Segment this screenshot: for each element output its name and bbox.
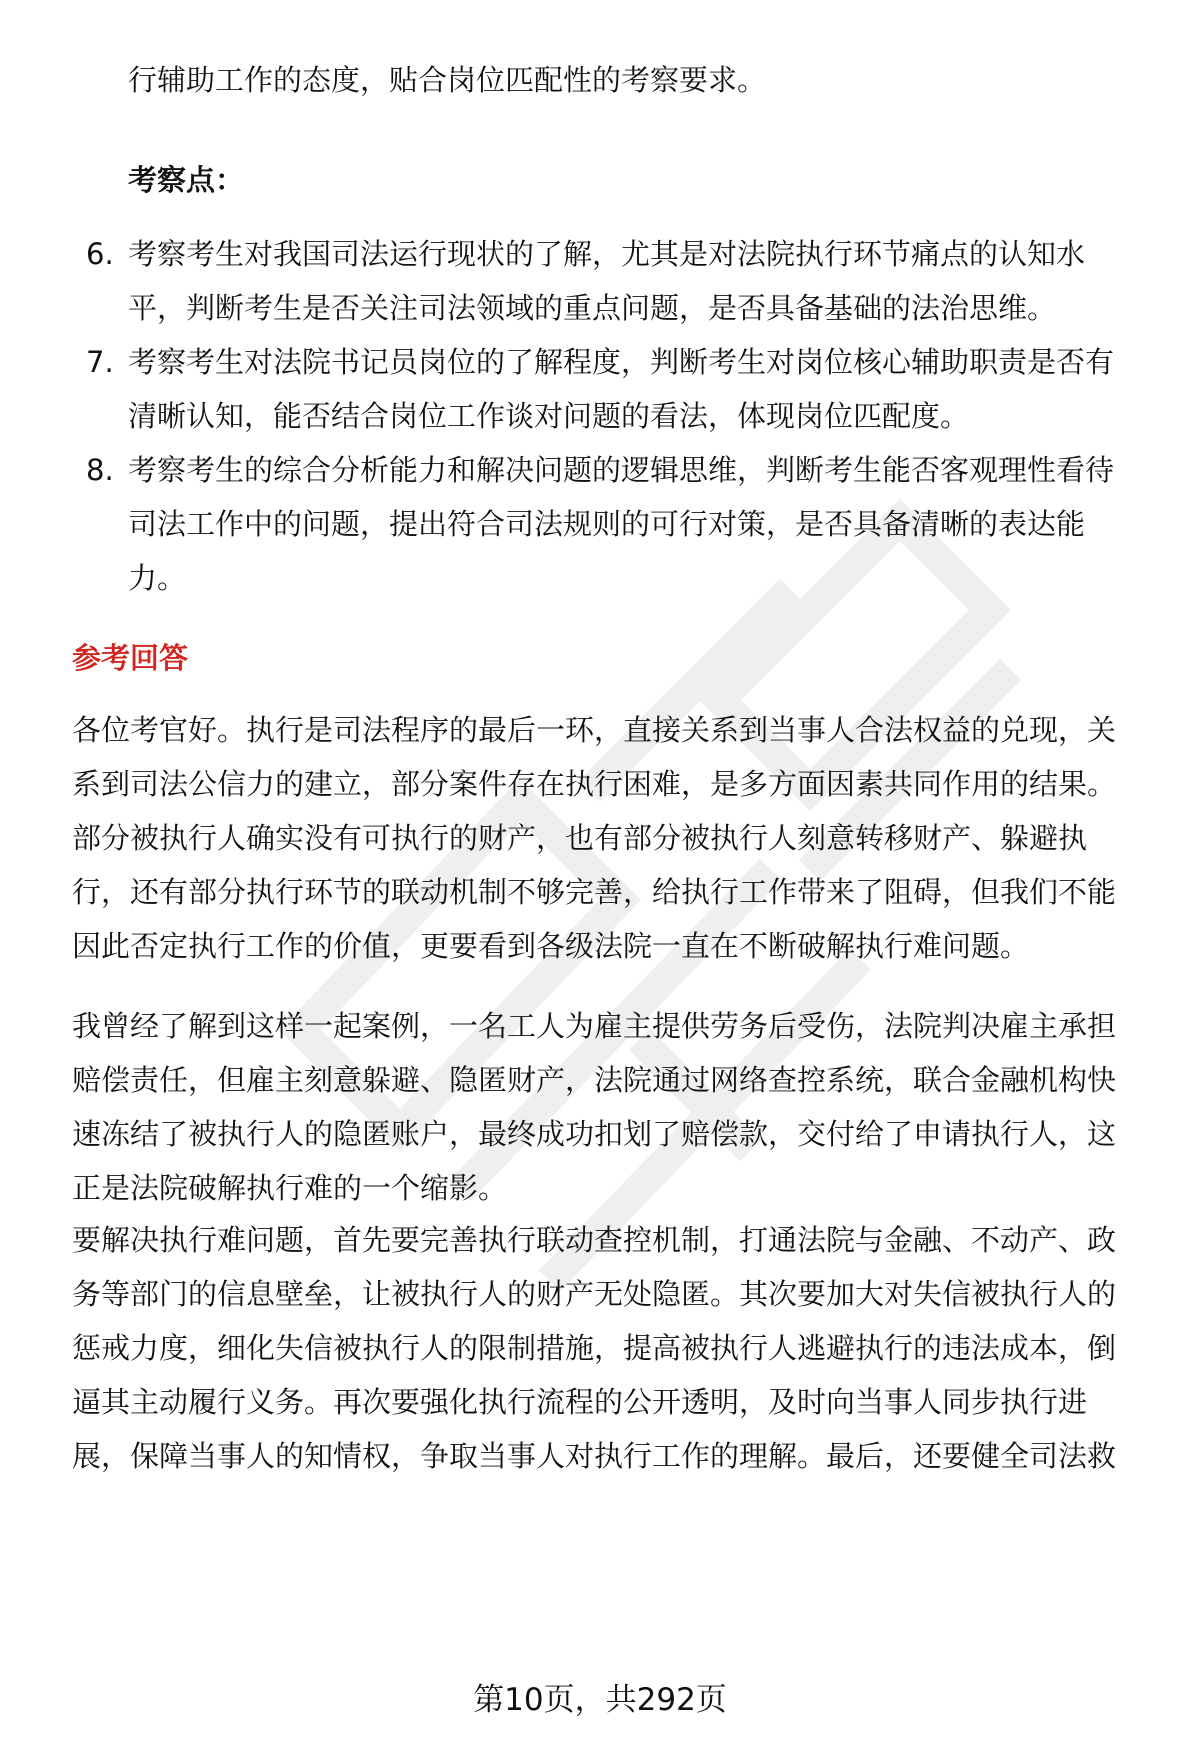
paragraph-line: 展，保障当事人的知情权，争取当事人对执行工作的理解。最后，还要健全司法救 (72, 1439, 1117, 1473)
answer-heading: 参考回答 (72, 641, 189, 675)
list-item-number: 6. (86, 237, 114, 271)
paragraph-line: 务等部门的信息壁垒，让被执行人的财产无处隐匿。其次要加大对失信被执行人的 (72, 1277, 1117, 1311)
list-item-number: 8. (86, 453, 114, 487)
list-item-line: 考察考生的综合分析能力和解决问题的逻辑思维，判断考生能否客观理性看待 (128, 453, 1115, 487)
paragraph-line: 部分被执行人确实没有可执行的财产，也有部分被执行人刻意转移财产、躲避执 (72, 821, 1088, 855)
list-item-line: 清晰认知，能否结合岗位工作谈对问题的看法，体现岗位匹配度。 (128, 399, 970, 433)
paragraph-line: 赔偿责任，但雇主刻意躲避、隐匿财产，法院通过网络查控系统，联合金融机构快 (72, 1063, 1117, 1097)
paragraph-line: 正是法院破解执行难的一个缩影。 (72, 1171, 508, 1205)
paragraph-line: 惩戒力度，细化失信被执行人的限制措施，提高被执行人逃避执行的违法成本，倒 (72, 1331, 1117, 1365)
paragraph-line: 各位考官好。执行是司法程序的最后一环，直接关系到当事人合法权益的兑现，关 (72, 713, 1117, 747)
paragraph-line: 要解决执行难问题，首先要完善执行联动查控机制，打通法院与金融、不动产、政 (72, 1223, 1117, 1257)
list-item-line: 考察考生对法院书记员岗位的了解程度，判断考生对岗位核心辅助职责是否有 (128, 345, 1115, 379)
paragraph-line: 行，还有部分执行环节的联动机制不够完善，给执行工作带来了阻碍，但我们不能 (72, 875, 1117, 909)
paragraph-line: 我曾经了解到这样一起案例，一名工人为雇主提供劳务后受伤，法院判决雇主承担 (72, 1009, 1117, 1043)
paragraph-line: 系到司法公信力的建立，部分案件存在执行困难，是多方面因素共同作用的结果。 (72, 767, 1117, 801)
page-footer: 第10页，共292页 (473, 1682, 727, 1718)
list-item-number: 7. (86, 345, 114, 379)
list-item-line: 力。 (128, 561, 187, 595)
paragraph-line: 逼其主动履行义务。再次要强化执行流程的公开透明，及时向当事人同步执行进 (72, 1385, 1088, 1419)
paragraph-line: 因此否定执行工作的价值，更要看到各级法院一直在不断破解执行难问题。 (72, 929, 1030, 963)
paragraph-line: 速冻结了被执行人的隐匿账户，最终成功扣划了赔偿款，交付给了申请执行人，这 (72, 1117, 1117, 1151)
list-item-line: 司法工作中的问题，提出符合司法规则的可行对策，是否具备清晰的表达能 (128, 507, 1086, 541)
list-item-line: 考察考生对我国司法运行现状的了解，尤其是对法院执行环节痛点的认知水 (128, 237, 1086, 271)
assessment-heading: 考察点： (128, 163, 245, 197)
list-item-line: 平，判断考生是否关注司法领域的重点问题，是否具备基础的法治思维。 (128, 291, 1057, 325)
intro-tail-text: 行辅助工作的态度，贴合岗位匹配性的考察要求。 (128, 63, 767, 97)
